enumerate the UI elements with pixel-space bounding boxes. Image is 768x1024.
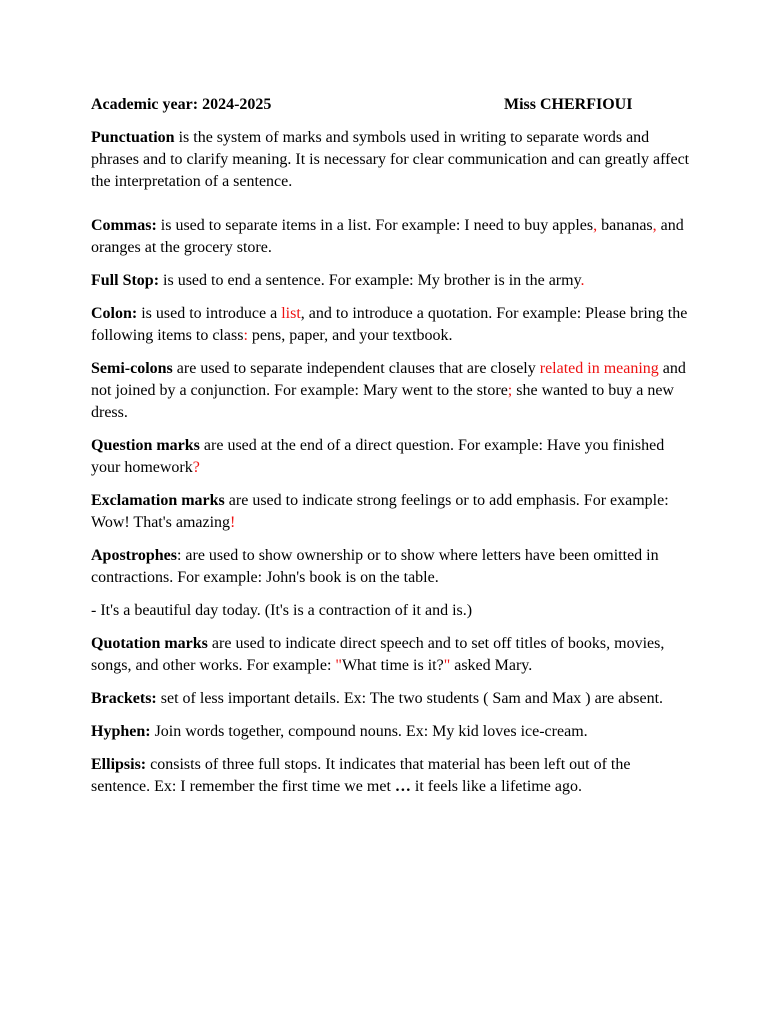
- exclamation-marks-paragraph: [91, 490, 691, 534]
- commas-text-2: bananas: [597, 217, 653, 234]
- commas-mark-2: ,: [652, 217, 657, 234]
- ellipsis-mark: …: [394, 778, 411, 795]
- intro-paragraph: [91, 127, 691, 193]
- quotation-marks-text-1: are used to indicate direct speech and to set off titles of books, movies, songs, and other works. For example:: [91, 635, 665, 674]
- ellipsis-paragraph: [91, 754, 691, 798]
- hyphen-paragraph: [91, 721, 691, 743]
- hyphen-term: Hyphen:: [91, 723, 151, 740]
- full-stop-term: Full Stop:: [91, 272, 160, 289]
- ellipsis-text-1: consists of three full stops. It indicates that material has been left out of the sentence. Ex: I remember the first time we met: [91, 756, 631, 795]
- semicolons-paragraph: [91, 358, 691, 424]
- brackets-term: Brackets:: [91, 690, 157, 707]
- teacher-name: Miss CHERFIOUI: [504, 96, 633, 113]
- colon-text-3: pens, paper, and your textbook.: [247, 327, 453, 344]
- commas-text-3: and oranges at the grocery store.: [91, 217, 684, 256]
- semicolons-text-3: she wanted to buy a new dress.: [91, 382, 674, 421]
- full-stop-paragraph: [91, 270, 691, 292]
- question-marks-term: Question marks: [91, 437, 200, 454]
- ellipsis-term: Ellipsis:: [91, 756, 147, 773]
- question-mark: ?: [192, 459, 200, 476]
- exclamation-marks-term: Exclamation marks: [91, 492, 225, 509]
- apostrophes-paragraph: [91, 545, 691, 589]
- intro-text: is the system of marks and symbols used in writing to separate words and phrases and to clarify meaning. It is necessary for clear communication and can greatly affect the interpretation of a sentence.: [91, 129, 690, 190]
- close-quote-mark: ": [443, 657, 451, 674]
- commas-mark-1: ,: [593, 217, 598, 234]
- colon-text-1: is used to introduce a: [137, 305, 282, 322]
- question-marks-text: are used at the end of a direct question. For example: Have you finished your homework: [91, 437, 665, 476]
- brackets-paragraph: [91, 688, 691, 710]
- apostrophes-example: - It's a beautiful day today. (It's is a contraction of it and is.): [91, 602, 473, 619]
- semicolons-mark: ;: [507, 382, 513, 399]
- brackets-text: set of less important details. Ex: The two students ( Sam and Max ) are absent.: [156, 690, 664, 707]
- commas-paragraph: [91, 215, 691, 259]
- semicolons-highlight: related in meaning: [539, 360, 659, 377]
- quotation-marks-term: Quotation marks: [91, 635, 208, 652]
- exclamation-marks-text: are used to indicate strong feelings or to add emphasis. For example: Wow! That's amazing: [91, 492, 669, 531]
- colon-highlight: list: [281, 305, 301, 322]
- commas-text-1: is used to separate items in a list. For example: I need to buy apples: [156, 217, 594, 234]
- document-page: [91, 94, 691, 809]
- intro-term: Punctuation: [91, 129, 175, 146]
- quotation-marks-text-2: asked Mary.: [450, 657, 533, 674]
- apostrophes-text: : are used to show ownership or to show where letters have been omitted in contractions. For example: John's book is on the table.: [91, 547, 659, 586]
- colon-mark: :: [243, 327, 248, 344]
- commas-term: Commas:: [91, 217, 157, 234]
- full-stop-text: is used to end a sentence. For example: My brother is in the army: [159, 272, 581, 289]
- full-stop-mark: .: [580, 272, 585, 289]
- exclamation-mark: !: [230, 514, 236, 531]
- open-quote-mark: ": [335, 657, 342, 674]
- quoted-text: What time is it?: [341, 657, 444, 674]
- quotation-marks-paragraph: [91, 633, 691, 677]
- semicolons-text-1: are used to separate independent clauses that are closely: [172, 360, 540, 377]
- hyphen-text: Join words together, compound nouns. Ex: My kid loves ice-cream.: [150, 723, 588, 740]
- academic-year: Academic year: 2024-2025: [91, 96, 272, 113]
- document-header: [91, 94, 691, 116]
- colon-term: Colon:: [91, 305, 138, 322]
- semicolons-term: Semi-colons: [91, 360, 173, 377]
- question-marks-paragraph: [91, 435, 691, 479]
- apostrophes-term: Apostrophes: [91, 547, 177, 564]
- colon-text-2: , and to introduce a quotation. For example: Please bring the following items to class: [91, 305, 688, 344]
- ellipsis-text-2: it feels like a lifetime ago.: [410, 778, 582, 795]
- colon-paragraph: [91, 303, 691, 347]
- semicolons-text-2: and not joined by a conjunction. For example: Mary went to the store: [91, 360, 686, 399]
